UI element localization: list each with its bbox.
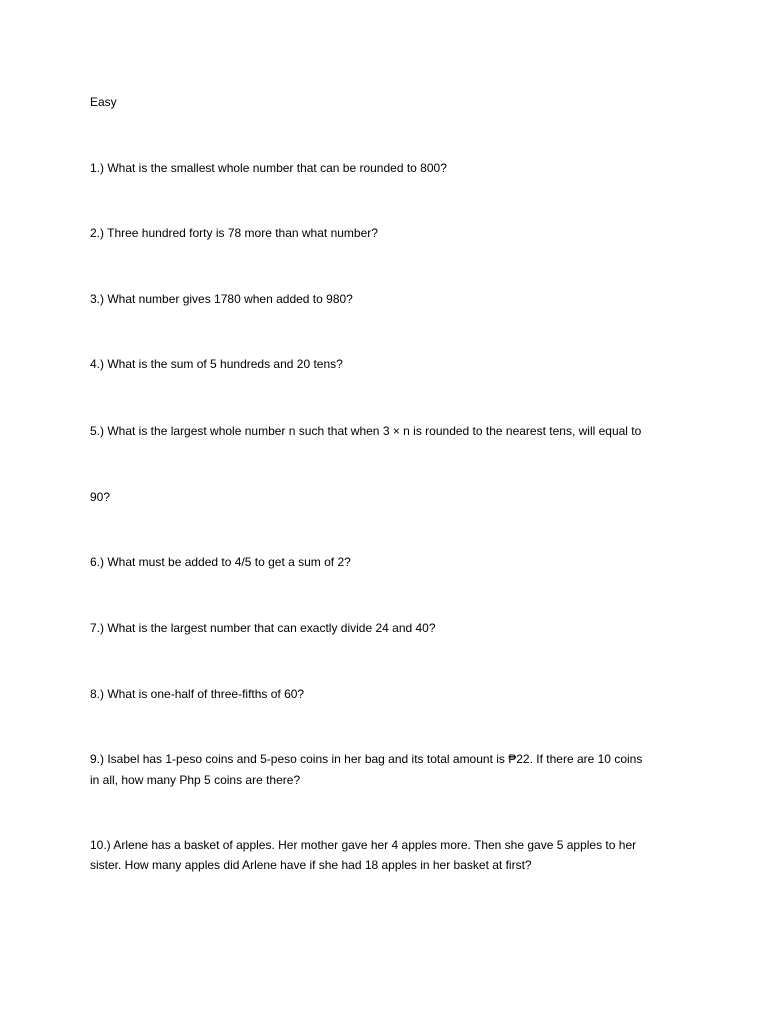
question-5-line-1: 5.) What is the largest whole number n such that when 3 × n is rounded to the nearest tens, will equal to [90, 424, 642, 438]
question-5-line-2: 90? [90, 490, 111, 504]
question-8: 8.) What is one-half of three-fifths of 60? [90, 687, 305, 701]
question-9-line-2: in all, how many Php 5 coins are there? [90, 773, 301, 787]
question-3: 3.) What number gives 1780 when added to 980? [90, 292, 353, 306]
question-4: 4.) What is the sum of 5 hundreds and 20 tens? [90, 357, 343, 371]
question-10-line-1: 10.) Arlene has a basket of apples. Her mother gave her 4 apples more. Then she gave 5 apples to her [90, 838, 637, 852]
question-9-line-1: 9.) Isabel has 1-peso coins and 5-peso coins in her bag and its total amount is ₱22. If there are 10 coins [90, 752, 643, 766]
heading: Easy [90, 95, 117, 109]
question-6: 6.) What must be added to 4/5 to get a sum of 2? [90, 555, 351, 569]
question-10-line-2: sister. How many apples did Arlene have if she had 18 apples in her basket at first? [90, 858, 532, 872]
question-1: 1.) What is the smallest whole number that can be rounded to 800? [90, 161, 447, 175]
question-2: 2.) Three hundred forty is 78 more than what number? [90, 226, 378, 240]
question-7: 7.) What is the largest number that can exactly divide 24 and 40? [90, 621, 436, 635]
